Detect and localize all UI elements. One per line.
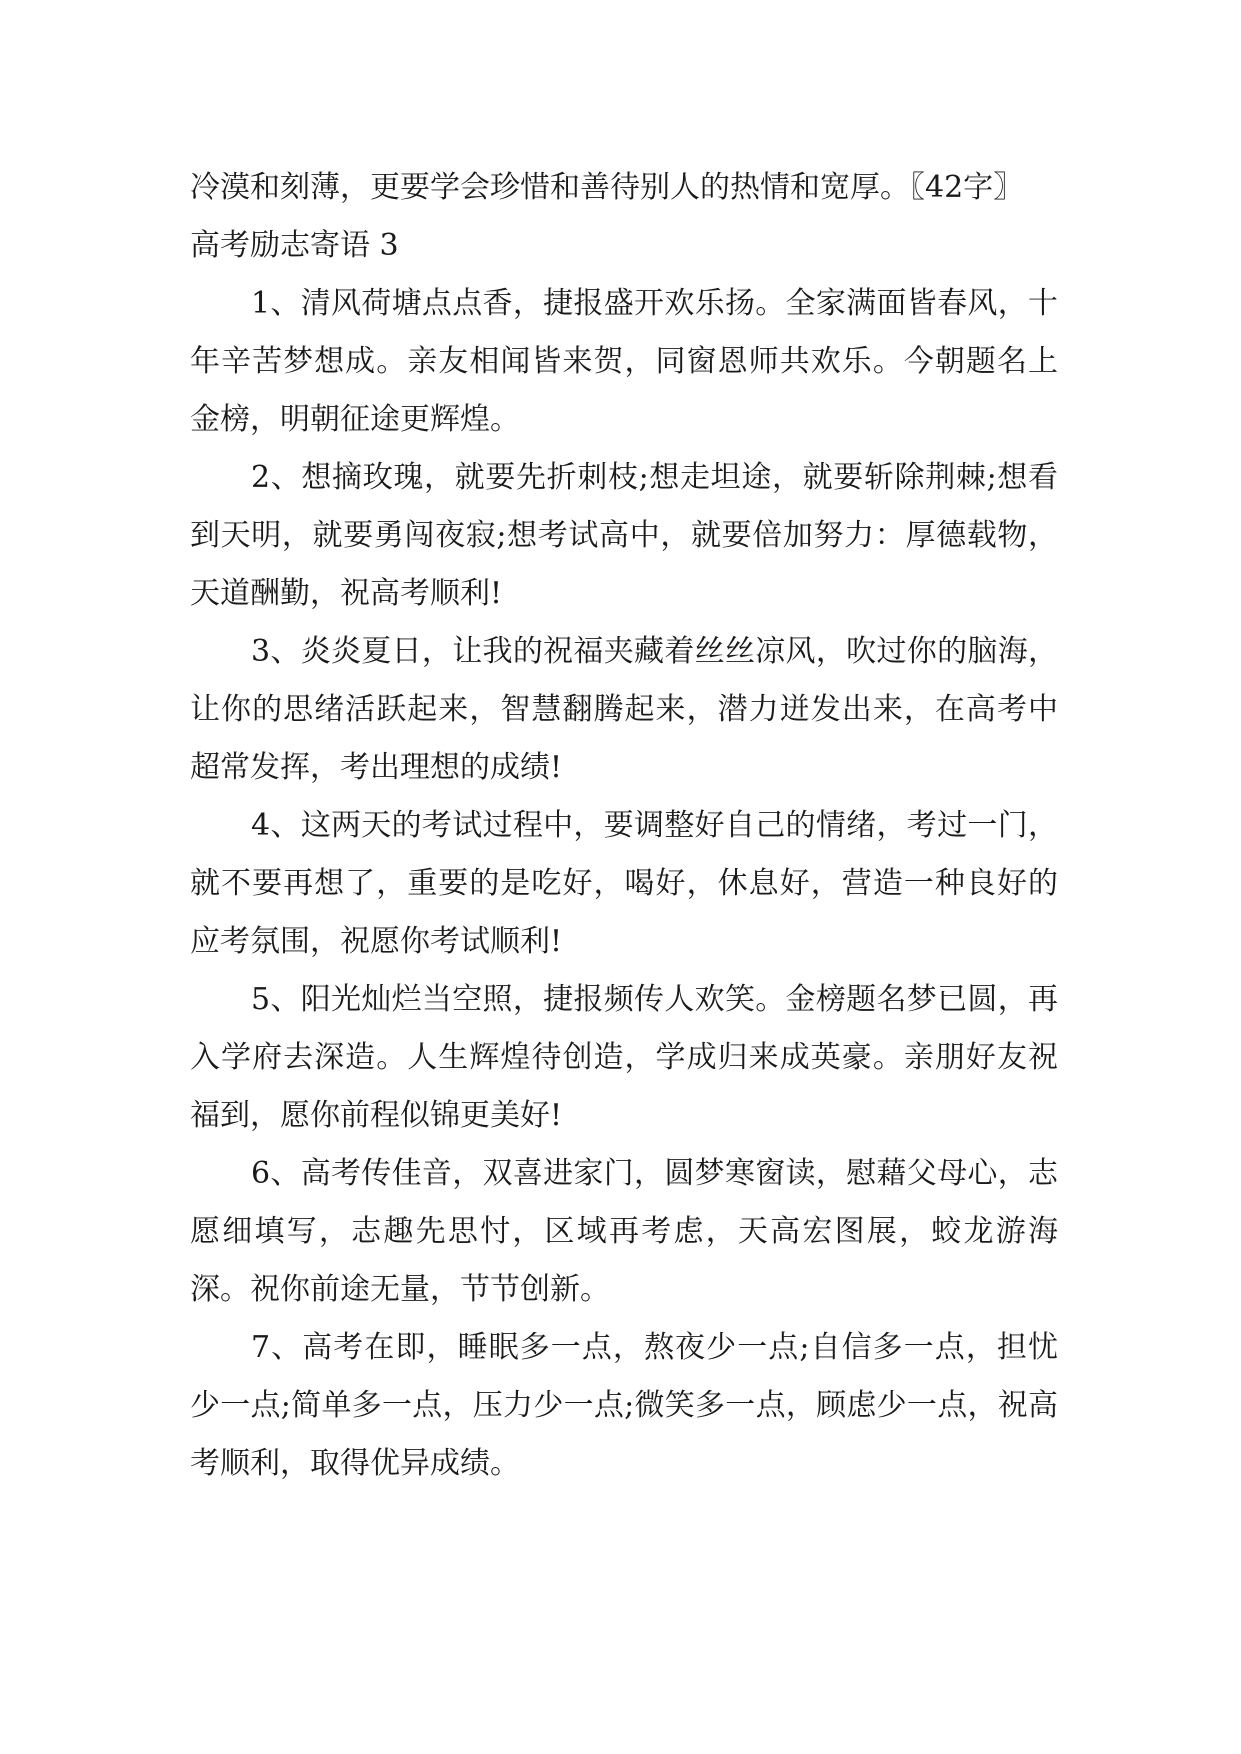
document-page	[190, 159, 1058, 1493]
section-title: 高考励志寄语 3	[190, 228, 399, 263]
list-item: 7、高考在即，睡眠多一点，熬夜少一点;自信多一点，担忧少一点;简单多一点，压力少一点;微笑多一点，顾虑少一点，祝高考顺利，取得优异成绩。	[190, 1330, 1058, 1481]
continuation-paragraph: 冷漠和刻薄，更要学会珍惜和善待别人的热情和宽厚。〖42字〗	[190, 170, 1024, 205]
list-item: 2、想摘玫瑰，就要先折刺枝;想走坦途，就要斩除荆棘;想看到天明，就要勇闯夜寂;想考试高中，就要倍加努力：厚德载物，天道酬勤，祝高考顺利!	[190, 460, 1058, 611]
list-item: 5、阳光灿烂当空照，捷报频传人欢笑。金榜题名梦已圆，再入学府去深造。人生辉煌待创造，学成归来成英豪。亲朋好友祝福到，愿你前程似锦更美好!	[190, 982, 1058, 1133]
list-item: 1、清风荷塘点点香，捷报盛开欢乐扬。全家满面皆春风，十年辛苦梦想成。亲友相闻皆来贺，同窗恩师共欢乐。今朝题名上金榜，明朝征途更辉煌。	[190, 286, 1058, 437]
list-item: 6、高考传佳音，双喜进家门，圆梦寒窗读，慰藉父母心，志愿细填写，志趣先思忖，区域再考虑，天高宏图展，蛟龙游海深。祝你前途无量，节节创新。	[190, 1156, 1058, 1307]
list-item: 3、炎炎夏日，让我的祝福夹藏着丝丝凉风，吹过你的脑海，让你的思绪活跃起来，智慧翻腾起来，潜力迸发出来，在高考中超常发挥，考出理想的成绩!	[190, 634, 1058, 785]
list-item: 4、这两天的考试过程中，要调整好自己的情绪，考过一门，就不要再想了，重要的是吃好，喝好，休息好，营造一种良好的应考氛围，祝愿你考试顺利!	[190, 808, 1058, 959]
